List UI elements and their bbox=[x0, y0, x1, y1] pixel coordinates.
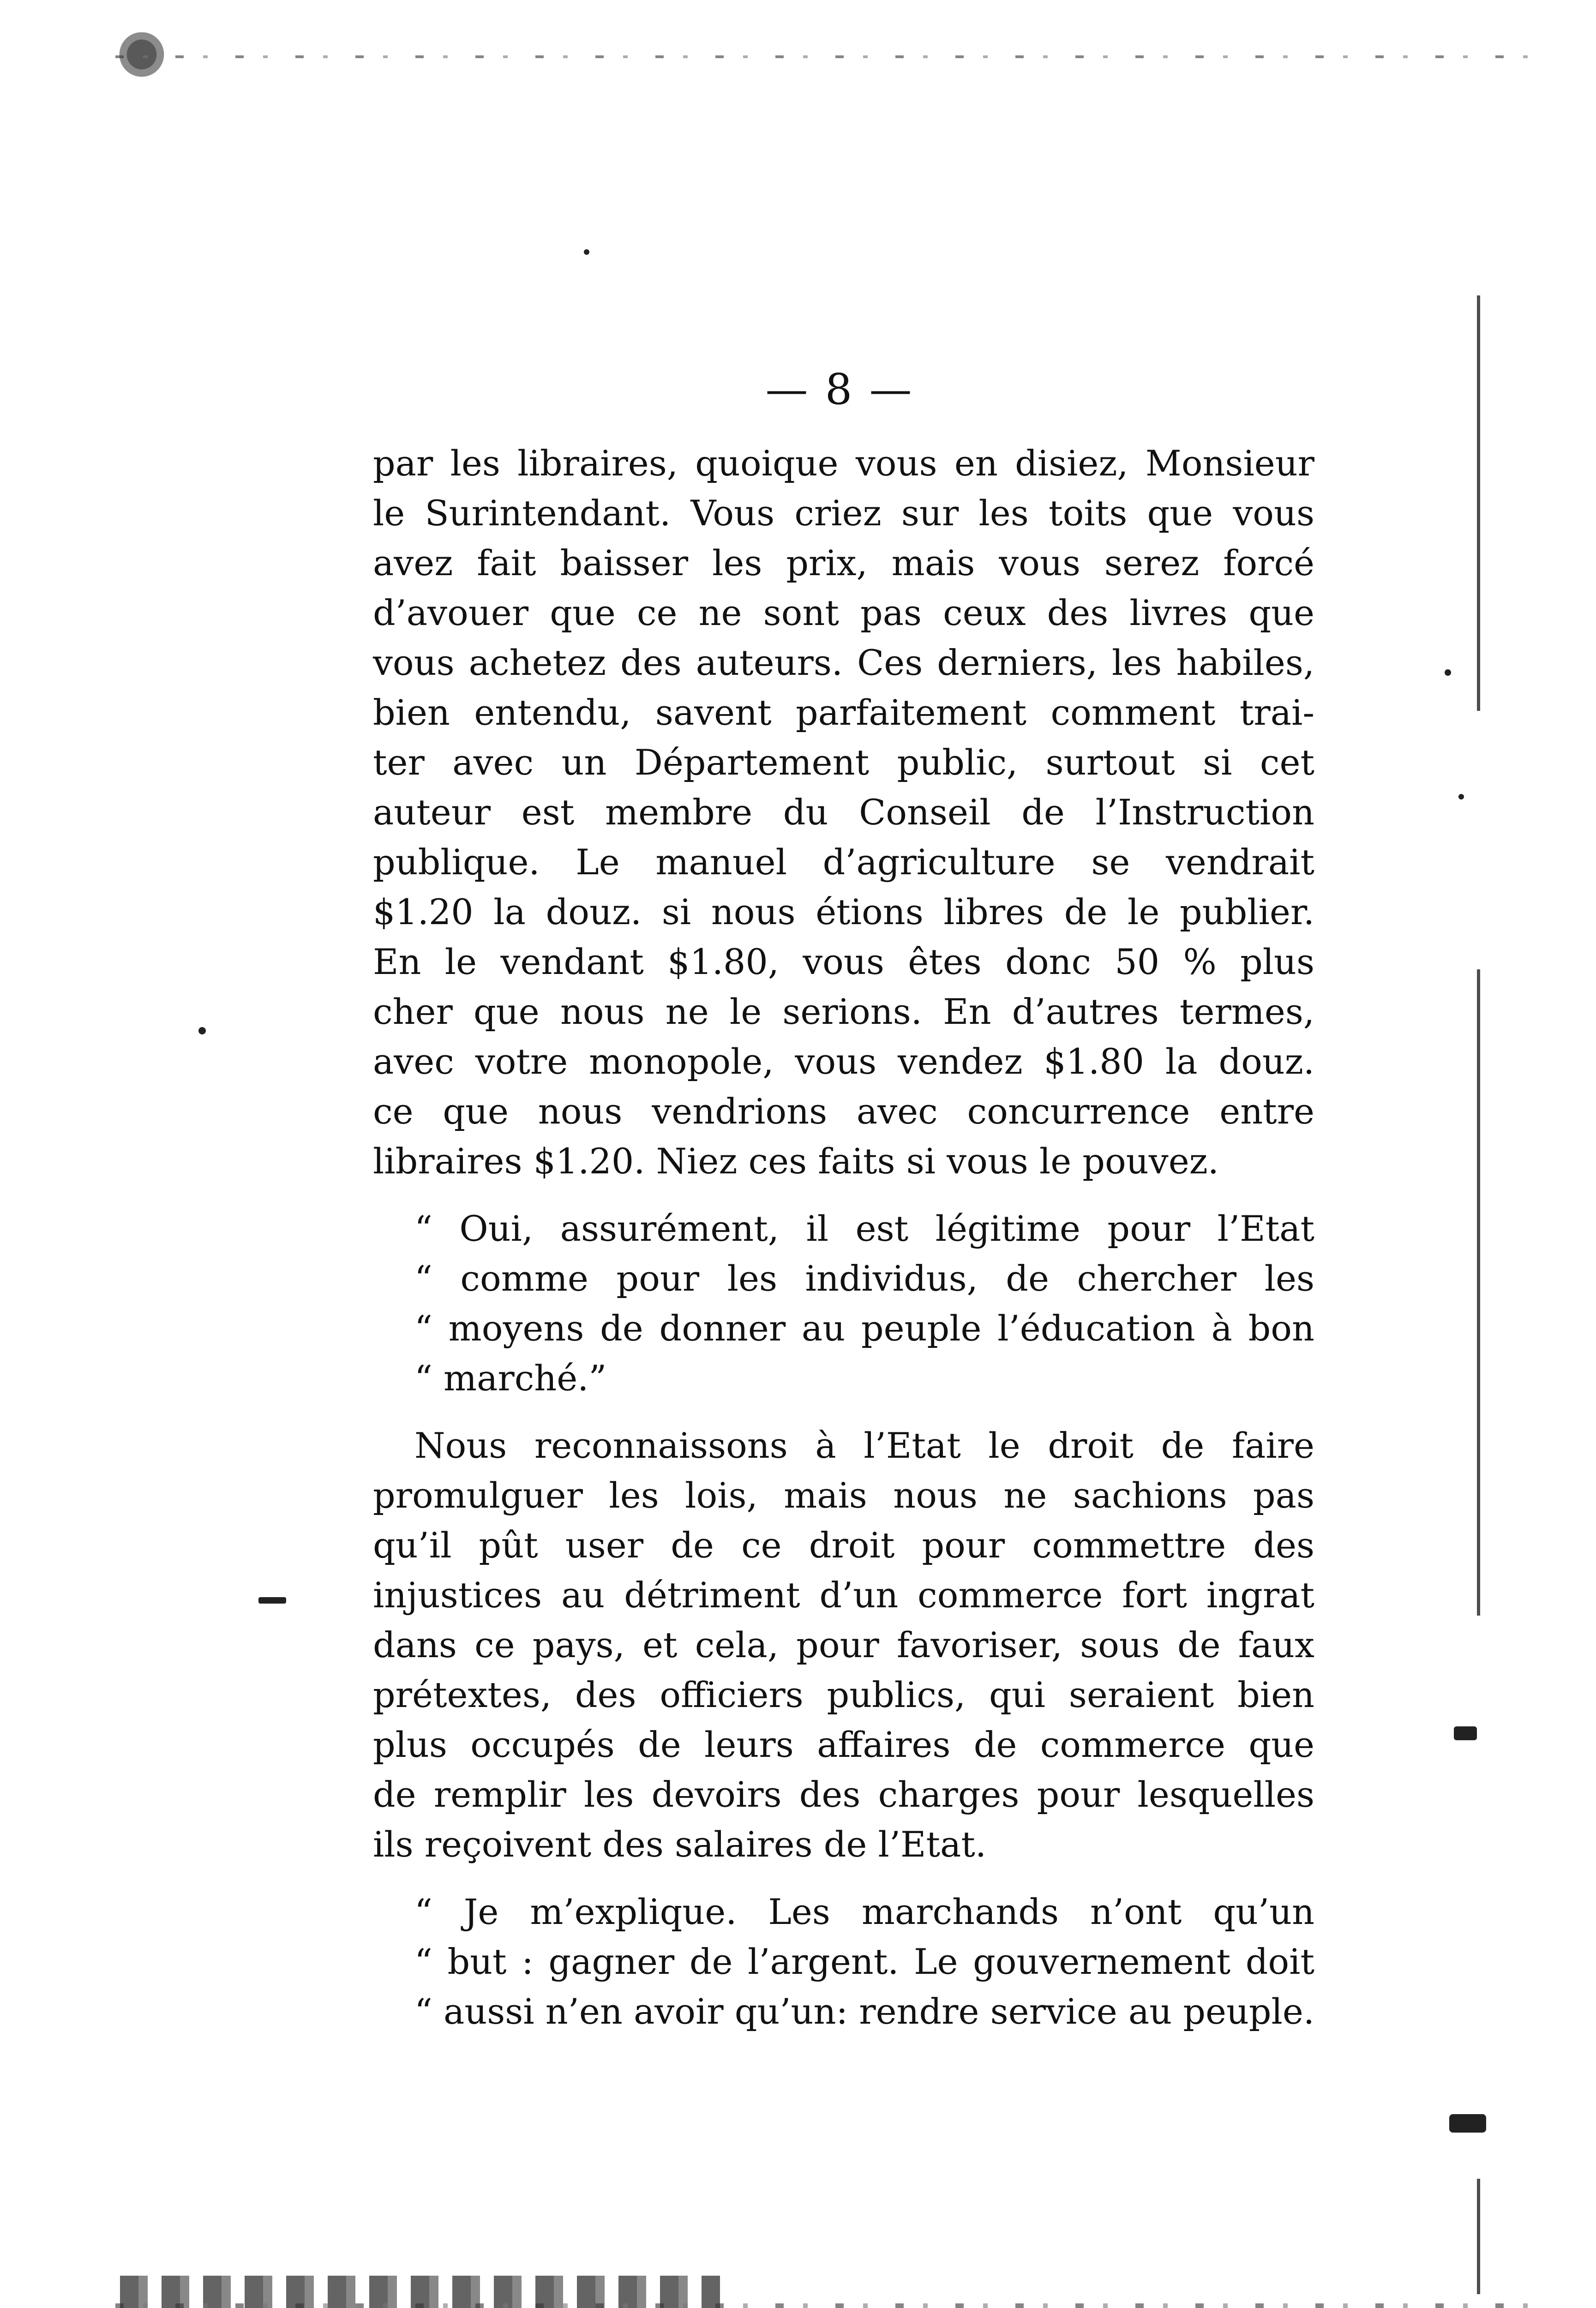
scan-margin-line bbox=[1477, 1246, 1480, 1616]
text-line: “ but : gagner de l’argent. Le gouvernement doit bbox=[414, 1941, 1314, 1982]
page-number: — 8 — bbox=[765, 365, 914, 414]
text-line: d’avouer que ce ne sont pas ceux des livres que bbox=[373, 592, 1314, 633]
text-line: bien entendu, savent parfaitement comment trai- bbox=[373, 692, 1314, 733]
scan-edge-top bbox=[115, 55, 1546, 58]
scan-speck bbox=[258, 1597, 286, 1604]
text-line: “ comme pour les individus, de chercher les bbox=[414, 1258, 1314, 1299]
text-line: “ aussi n’en avoir qu’un: rendre service au peuple. bbox=[414, 1991, 1314, 2032]
text-line: En le vendant $1.80, vous êtes donc 50 % plus bbox=[373, 941, 1314, 982]
text-line: dans ce pays, et cela, pour favoriser, sous de faux bbox=[373, 1624, 1314, 1665]
text-line: auteur est membre du Conseil de l’Instruction bbox=[373, 792, 1314, 833]
scan-margin-line bbox=[1477, 2179, 1480, 2294]
quotation-paragraph bbox=[373, 1887, 1314, 2037]
scan-speck bbox=[1458, 794, 1464, 799]
text-line: qu’il pût user de ce droit pour commettre des bbox=[373, 1525, 1314, 1566]
quotation-paragraph bbox=[373, 1204, 1314, 1403]
text-line: cher que nous ne le serions. En d’autres termes, bbox=[373, 991, 1314, 1032]
scan-smudge-top bbox=[118, 32, 178, 88]
text-line: prétextes, des officiers publics, qui seraient bien bbox=[373, 1674, 1314, 1715]
text-line: vous achetez des auteurs. Ces derniers, les habiles, bbox=[373, 642, 1314, 683]
scan-speck bbox=[1454, 1726, 1477, 1740]
text-line: libraires $1.20. Niez ces faits si vous le pouvez. bbox=[373, 1141, 1219, 1182]
text-line: $1.20 la douz. si nous étions libres de le publier. bbox=[373, 891, 1314, 932]
text-line: par les libraires, quoique vous en disiez, Monsieur bbox=[373, 443, 1314, 484]
text-line: avec votre monopole, vous vendez $1.80 la douz. bbox=[373, 1041, 1314, 1082]
text-line: publique. Le manuel d’agriculture se vendrait bbox=[373, 841, 1314, 883]
text-line: Nous reconnaissons à l’Etat le droit de faire bbox=[414, 1425, 1314, 1466]
scan-margin-line bbox=[1477, 295, 1480, 711]
paragraph bbox=[373, 439, 1314, 1186]
text-line: injustices au détriment d’un commerce fort ingrat bbox=[373, 1575, 1314, 1616]
text-line: ils reçoivent des salaires de l’Etat. bbox=[373, 1824, 987, 1865]
text-line: plus occupés de leurs affaires de commerce que bbox=[373, 1724, 1314, 1765]
text-line: avez fait baisser les prix, mais vous serez forcé bbox=[373, 542, 1314, 583]
text-line: “ Je m’explique. Les marchands n’ont qu’un bbox=[414, 1891, 1314, 1932]
text-line: ter avec un Département public, surtout si cet bbox=[373, 742, 1314, 783]
text-line: le Surintendant. Vous criez sur les toits que vous bbox=[373, 493, 1314, 534]
text-line: de remplir les devoirs des charges pour lesquelles bbox=[373, 1774, 1314, 1815]
paragraph bbox=[373, 1421, 1314, 1869]
text-line: “ marché.” bbox=[414, 1358, 607, 1399]
scan-margin-line bbox=[1477, 969, 1480, 1246]
scan-speck bbox=[1445, 669, 1451, 676]
scan-speck bbox=[1449, 2114, 1486, 2133]
body-text bbox=[373, 439, 1314, 2054]
text-line: promulguer les lois, mais nous ne sachions pas bbox=[373, 1475, 1314, 1516]
scan-edge-bottom bbox=[115, 2303, 1546, 2308]
text-line: “ Oui, assurément, il est légitime pour l’Etat bbox=[414, 1208, 1314, 1249]
scan-speck bbox=[584, 249, 589, 255]
scan-speck bbox=[198, 1027, 206, 1034]
text-line: ce que nous vendrions avec concurrence entre bbox=[373, 1091, 1314, 1132]
text-line: “ moyens de donner au peuple l’éducation à bon bbox=[414, 1308, 1314, 1349]
